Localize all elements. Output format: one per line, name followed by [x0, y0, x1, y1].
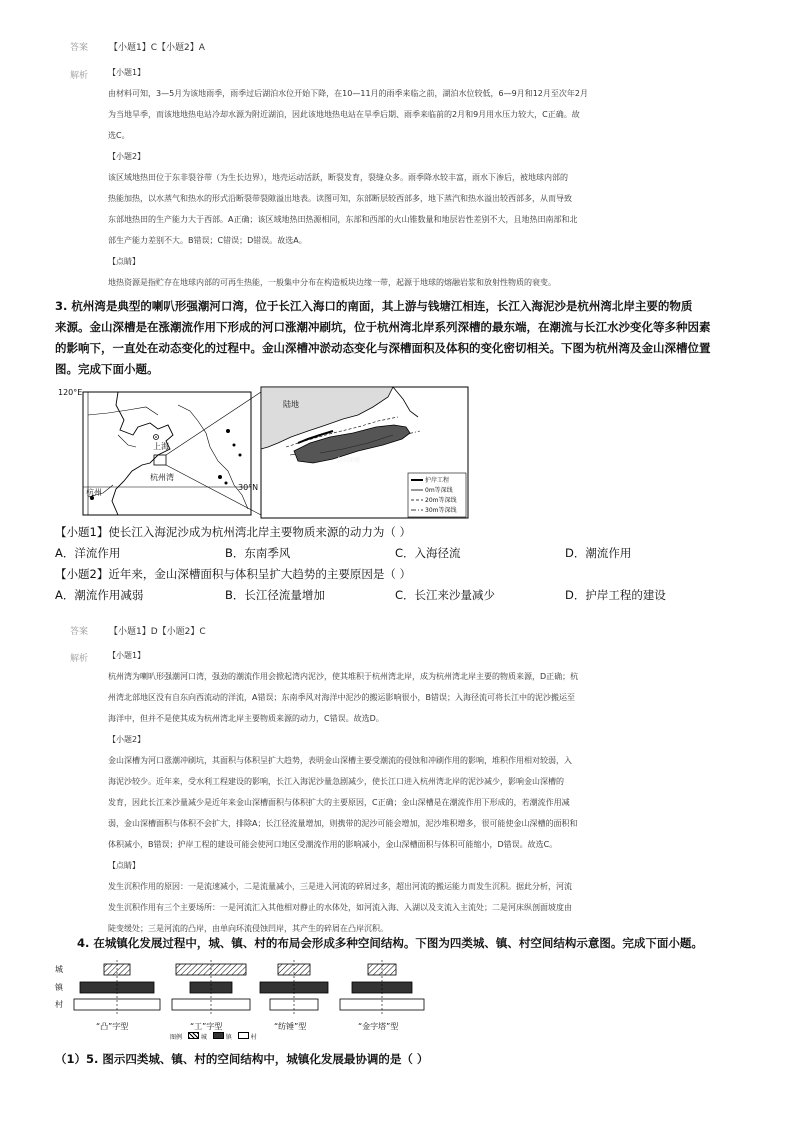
- explanation-label: 解析: [70, 654, 89, 664]
- map-lon-label: 120°E: [58, 388, 83, 397]
- explanation-line: 东部地热田的生产能力大于西部。A正确；该区域地热田热源相同，东部和西部的火山锥数量和地层岩性差别不大，且地热田南部和北: [108, 215, 578, 224]
- legend-city: 城: [200, 1034, 207, 1041]
- explanation-line: 海洋中，但并不是使其成为杭州湾北岸主要物质来源的动力，C错误。故选D。: [108, 714, 384, 723]
- legend-item-2: 0m等深线: [425, 487, 453, 494]
- legend-swatch-city: [188, 1032, 199, 1039]
- map-svg: [58, 385, 470, 520]
- type-label-3: “纺锤”型: [274, 1022, 307, 1031]
- hangzhou-bay-map: [58, 385, 470, 520]
- explanation-line: 由材料可知，3—5月为该地雨季，雨季过后湖泊水位开始下降，在10—11月的雨季来临之前，湖泊水位较低，6—9月和12月至次年2月: [108, 89, 588, 98]
- legend-item-4: 30m等深线: [425, 507, 457, 514]
- option-c[interactable]: C．长江来沙量减少: [395, 588, 496, 602]
- stem-line: 来源。金山深槽是在涨潮流作用下形成的河口涨潮冲刷坑，位于杭州湾北岸系列深槽的最东端，在潮流与长江水沙变化等多种因素: [55, 320, 711, 334]
- question-4-stem: 4. 在城镇化发展过程中，城、镇、村的布局会形成多种空间结构。下图为四类城、镇、村空间结构示意图。完成下面小题。: [77, 936, 703, 950]
- explanation-line: 发生沉积作用有三个主要场所：一是河流汇入其他相对静止的水体处，如河流入海、入湖以及支流入主流处；二是河床纵剖面坡度由: [108, 903, 572, 912]
- row-label-city: 城: [55, 965, 63, 974]
- explanation-line: 【小题1】: [108, 68, 146, 77]
- row-label-village: 村: [55, 1000, 63, 1009]
- explanation-line: 选C。: [108, 131, 130, 140]
- explanation-line: 杭州湾为喇叭形强潮河口湾，强劲的潮流作用会掀起湾内泥沙，使其堆积于杭州湾北岸，成为杭州湾北岸主要的物质来源，D正确；杭: [108, 672, 579, 681]
- answer-text: 【小题1】D【小题2】C: [109, 627, 206, 637]
- answer-label: 答案: [70, 43, 89, 53]
- explanation-line: 【小题2】: [108, 152, 146, 161]
- map-shanghai-label: 上海: [153, 442, 169, 451]
- urban-structure-diagram: [55, 958, 456, 1041]
- explanation-line: 州湾北部地区没有自东向西流动的洋流，A错误；东南季风对海洋中泥沙的搬运影响很小，B错误；入海径流可将长江中的泥沙搬运至: [108, 693, 575, 702]
- stem-line: 3. 杭州湾是典型的喇叭形强潮河口湾，位于长江入海口的南面，其上游与钱塘江相连，长江入海泥沙是杭州湾北岸主要的物质: [55, 299, 693, 313]
- explanation-label: 解析: [70, 71, 89, 81]
- map-lat-label: 30°N: [238, 483, 259, 492]
- answer-text: 【小题1】C【小题2】A: [109, 43, 205, 53]
- explanation-line: 弱，金山深槽面积与体积不会扩大，排除A；长江径流量增加，则携带的泥沙可能会增加，泥沙堆积增多，很可能使金山深槽的面积和: [108, 819, 578, 828]
- legend-swatch-town: [213, 1032, 224, 1039]
- option-b[interactable]: B．长江径流量增加: [225, 588, 325, 602]
- explanation-line: 部生产能力差别不大。B错误；C错误；D错误。故选A。: [108, 236, 307, 245]
- type-label-2: “工”字型: [190, 1022, 223, 1031]
- explanation-line: 地热资源是指贮存在地球内部的可再生热能，一般集中分布在构造板块边缘一带，起源于地球的熔融岩浆和放射性物质的衰变。: [108, 278, 556, 287]
- stem-line: 图。完成下面小题。: [55, 362, 159, 376]
- legend-village: 村: [250, 1034, 257, 1041]
- explanation-line: 【小题1】: [108, 651, 146, 660]
- legend-item-3: 20m等深线: [425, 497, 457, 504]
- legend-item-1: 护岸工程: [425, 477, 450, 484]
- stem-line: 的影响下，一直处在动态变化的过程中。金山深槽冲淤动态变化与深槽面积及体积的变化密切相关。下图为杭州湾及金山深槽位置: [55, 341, 711, 355]
- explanation-line: 【点睛】: [108, 257, 140, 266]
- legend-prefix: 图例: [170, 1034, 183, 1041]
- explanation-line: 【小题2】: [108, 735, 146, 744]
- map-jinshan-label: 金山深槽: [336, 457, 361, 464]
- explanation-line: 发生沉积作用的原因：一是流速减小，二是流量减小，三是进入河流的碎屑过多，超出河流的搬运能力而发生沉积。据此分析，河流: [108, 882, 572, 891]
- explanation-line: 陡变缓处；三是河流的凸岸，由单向环流侵蚀凹岸，其产生的碎屑在凸岸沉积。: [108, 924, 388, 933]
- explanation-block: [108, 62, 728, 293]
- diagram-legend: [170, 1032, 257, 1041]
- type-label-1: “凸”字型: [96, 1022, 129, 1031]
- explanation-line: 该区域地热田位于东非裂谷带（为生长边界），地壳运动活跃，断裂发育，裂缝众多。雨季降水较丰富，雨水下渗后，被地球内部的: [108, 173, 568, 182]
- sub-question-5: （1）5. 图示四类城、镇、村的空间结构中，城镇化发展最协调的是（ ）: [55, 1052, 429, 1066]
- sub-question-2: 【小题2】近年来，金山深槽面积与体积呈扩大趋势的主要原因是（ ）: [55, 567, 411, 581]
- explanation-block: [108, 645, 728, 939]
- map-land-label: 陆地: [283, 400, 299, 409]
- option-b[interactable]: B．东南季风: [225, 546, 291, 560]
- explanation-line: 热能加热，以水蒸气和热水的形式沿断裂带裂隙溢出地表。读图可知，东部断层较西部多，地下蒸汽和热水溢出较西部多，从而导致: [108, 194, 572, 203]
- map-hangzhou-label: 杭州: [86, 488, 102, 497]
- explanation-line: 海泥沙较少。近年来，受水利工程建设的影响，长江入海泥沙量急剧减少，使长江口进入杭州湾北岸的泥沙减少，影响金山深槽的: [108, 777, 564, 786]
- sub-question-1: 【小题1】使长江入海泥沙成为杭州湾北岸主要物质来源的动力为（ ）: [55, 525, 411, 539]
- explanation-line: 为当地旱季，而该地地热电站冷却水源为附近湖泊，因此该地地热电站在旱季后期、雨季来临前的2月和9月用水压力较大，C正确。故: [108, 110, 580, 119]
- row-label-town: 镇: [55, 983, 63, 992]
- explanation-line: 【点睛】: [108, 861, 140, 870]
- answer-label: 答案: [70, 627, 89, 637]
- option-a[interactable]: A．潮流作用减弱: [55, 588, 144, 602]
- legend-swatch-village: [238, 1032, 249, 1039]
- explanation-line: 金山深槽为河口涨潮冲刷坑，其面积与体积呈扩大趋势，表明金山深槽主要受潮流的侵蚀和冲刷作用的影响，堆积作用相对较弱，入: [108, 756, 572, 765]
- explanation-line: 发育，因此长江来沙量减少是近年来金山深槽面积与体积扩大的主要原因，C正确；金山深槽是在潮流作用下形成的，若潮流作用减: [108, 798, 570, 807]
- option-d[interactable]: D．护岸工程的建设: [565, 588, 666, 602]
- explanation-line: 体积减小，B错误；护岸工程的建设可能会使河口地区受潮流作用的影响减小，金山深槽面积与体积可能缩小，D错误。故选C。: [108, 840, 558, 849]
- option-d[interactable]: D．潮流作用: [565, 546, 632, 560]
- legend-town: 镇: [225, 1034, 232, 1041]
- type-label-4: “金字塔”型: [358, 1022, 399, 1031]
- option-c[interactable]: C．入海径流: [395, 546, 461, 560]
- option-a[interactable]: A．洋流作用: [55, 546, 121, 560]
- map-hzbay-label: 杭州湾: [150, 473, 174, 482]
- question-3-stem: [55, 296, 755, 380]
